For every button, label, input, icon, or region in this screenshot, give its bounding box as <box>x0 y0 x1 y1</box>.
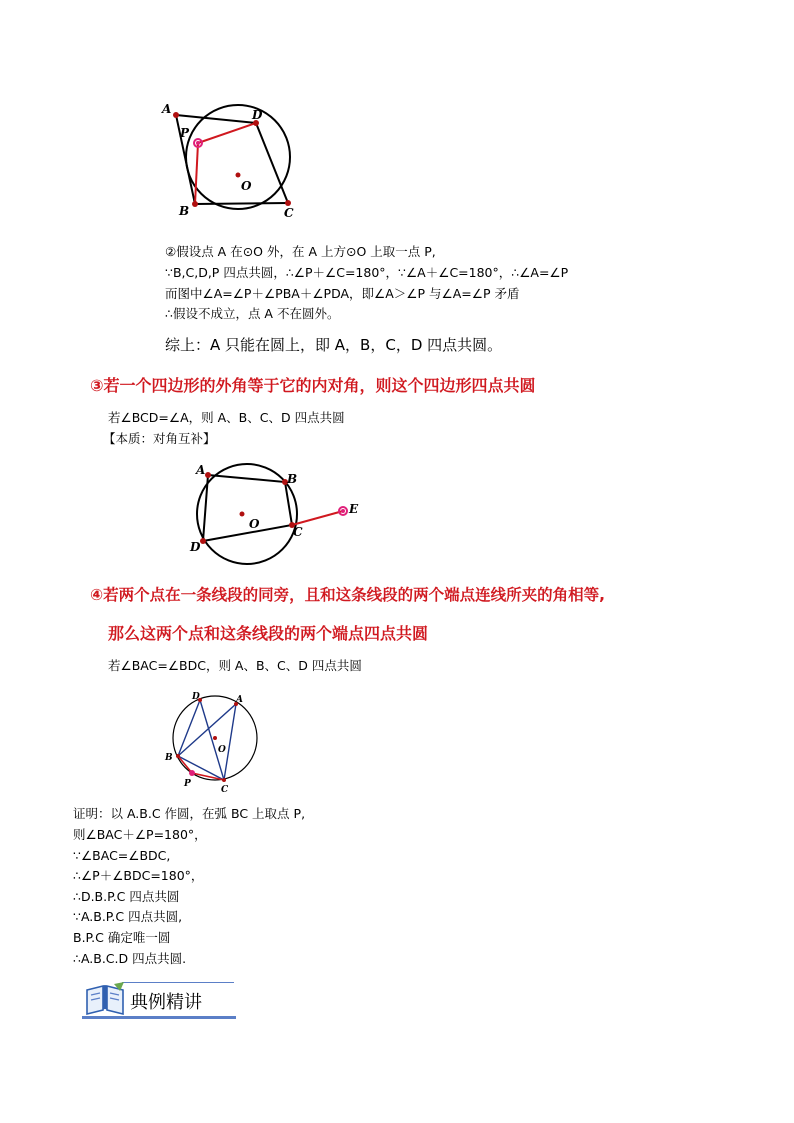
example-banner <box>82 978 237 1024</box>
section3-condition: 若∠BCD=∠A，则 A、B、C、D 四点共圆 <box>108 410 345 425</box>
proof4-line3: ∵∠BAC=∠BDC, <box>73 848 171 863</box>
figure-quadrilateral-outside-circle <box>148 95 308 225</box>
open-book-icon <box>84 982 126 1016</box>
fig1-label-D: D <box>252 108 263 122</box>
proof2-line4: ∴假设不成立，点 A 不在圆外。 <box>165 306 340 321</box>
section4-condition: 若∠BAC=∠BDC，则 A、B、C、D 四点共圆 <box>108 658 362 673</box>
fig3-label-A: A <box>236 695 243 705</box>
fig3-label-B: B <box>165 753 173 763</box>
fig3-label-C: C <box>221 785 229 795</box>
proof2-line2: ∵B,C,D,P 四点共圆，∴∠P＋∠C=180°，∵∠A＋∠C=180°，∴∠A=∠P <box>165 265 569 280</box>
section3-essence: 【本质：对角互补】 <box>103 431 216 446</box>
proof2-line3: 而图中∠A=∠P＋∠PBA＋∠PDA，即∠A＞∠P 与∠A=∠P 矛盾 <box>165 286 520 301</box>
fig1-label-C: C <box>284 206 294 220</box>
proof4-line6: ∵A.B.P.C 四点共圆, <box>73 909 183 924</box>
fig1-label-B: B <box>179 204 190 218</box>
proof4-line8: ∴A.B.C.D 四点共圆. <box>73 951 187 966</box>
fig3-label-O: O <box>218 745 226 755</box>
section3-heading: ③若一个四边形的外角等于它的内对角，则这个四边形四点共圆 <box>90 376 536 395</box>
banner-top-line <box>122 982 234 983</box>
fig2-label-B: B <box>287 472 298 486</box>
proof4-line7: B.P.C 确定唯一圆 <box>73 930 171 945</box>
proof4-line5: ∴D.B.P.C 四点共圆 <box>73 889 180 904</box>
fig3-label-D: D <box>192 692 200 702</box>
fig2-label-D: D <box>190 540 201 554</box>
fig1-label-A: A <box>162 102 172 116</box>
proof4-line1: 证明：以 A.B.C 作圆，在弧 BC 上取点 P, <box>73 806 306 821</box>
banner-underline <box>82 1016 236 1019</box>
proof2-line1: ②假设点 A 在⊙O 外，在 A 上方⊙O 上取一点 P, <box>165 244 436 259</box>
fig3-label-P: P <box>184 779 191 789</box>
fig1-label-O: O <box>241 179 252 193</box>
figure-exterior-angle <box>185 458 365 568</box>
proof4-line2: 则∠BAC＋∠P=180°， <box>73 827 207 842</box>
banner-title: 典例精讲 <box>130 992 202 1013</box>
fig2-label-E: E <box>349 502 359 516</box>
fig2-label-O: O <box>249 517 260 531</box>
fig2-label-C: C <box>293 525 303 539</box>
section4-heading-line1: ④若两个点在一条线段的同旁，且和这条线段的两个端点连线所夹的角相等, <box>90 586 606 604</box>
section4-heading-line2: 那么这两个点和这条线段的两个端点四点共圆 <box>108 624 429 643</box>
figure-equal-angles-same-side <box>160 690 270 800</box>
fig1-label-P: P <box>180 126 190 140</box>
proof2-conclusion: 综上：A 只能在圆上，即 A，B，C，D 四点共圆。 <box>165 336 503 354</box>
proof4-line4: ∴∠P＋∠BDC=180°， <box>73 868 204 883</box>
fig2-label-A: A <box>196 463 206 477</box>
